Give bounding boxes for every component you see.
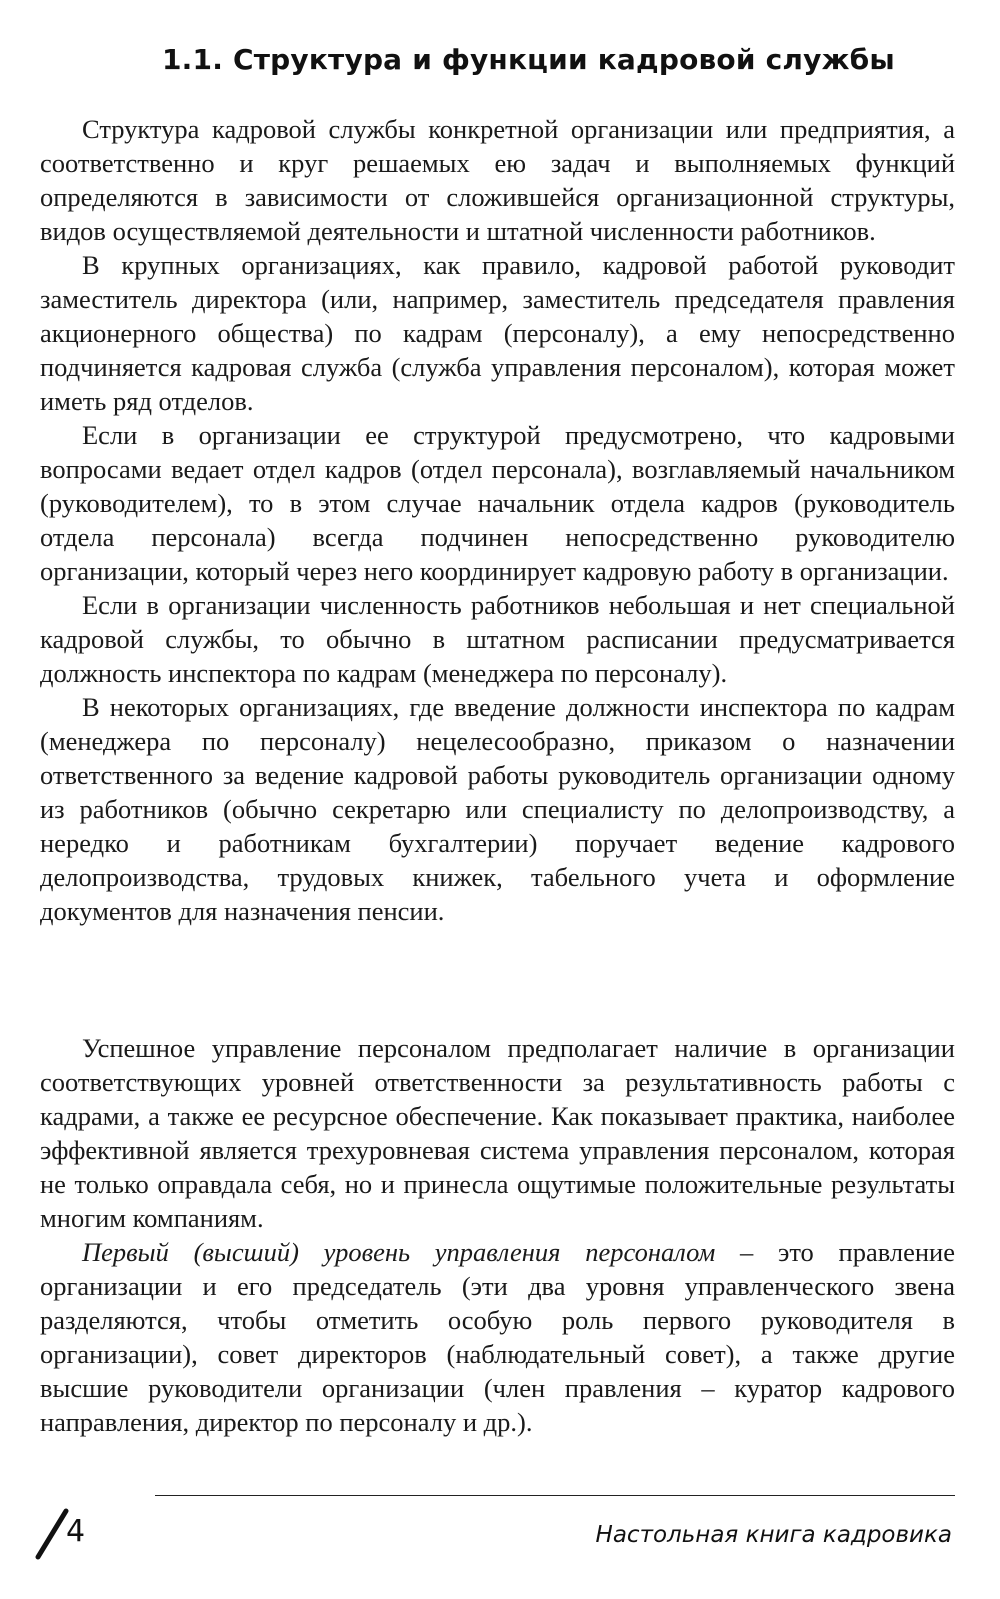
section-heading: 1.1. Структура и функции кадровой службы [162,43,895,76]
page-number: 4 [66,1514,86,1549]
first-level-term: Первый (высший) уровень управления персоналом [82,1237,716,1267]
body-text-top [40,112,955,928]
paragraph-small-organizations: Если в организации численность работников небольшая и нет специальной кадровой службы, то обычно в штатном расписании предусматривается должность инспектора по кадрам (менеджера по персоналу). [40,590,955,688]
paragraph-structure: Структура кадровой службы конкретной организации или предприятия, а соответственно и круг решаемых ею задач и выполняемых функций определяются в зависимости от сложившейся организационной структуры, видов осуществляемой деятельности и штатной численности работников. [40,114,955,246]
running-footer-title: Настольная книга кадровика [595,1522,952,1548]
paragraph-large-organizations: В крупных организациях, как правило, кадровой работой руководит заместитель директора (или, например, заместитель председателя правления акционерного общества) по кадрам (персоналу), а ему непосредственно подчиняется кадровая служба (служба управления персоналом), которая может иметь ряд отделов. [40,250,955,416]
footer-rule [155,1495,955,1496]
paragraph-hr-department: Если в организации ее структурой предусмотрено, что кадровыми вопросами ведает отдел кадров (отдел персонала), возглавляемый начальником (руководителем), то в этом случае начальник отдела кадров (руководитель отдела персонала) всегда подчинен непосредственно руководителю организации, который через него координирует кадровую работу в организации. [40,420,955,586]
paragraph-successful-management: Успешное управление персоналом предполагает наличие в организации соответствующих уровней ответственности за результативность работы с кадрами, а также ее ресурсное обеспечение. Как показывает практика, наиболее эффективной является трехуровневая система управления персоналом, которая не только оправдала себя, но и принесла ощутимые положительные результаты многим компаниям. [40,1033,955,1233]
paragraph-responsible-employee: В некоторых организациях, где введение должности инспектора по кадрам (менеджера по персоналу) нецелесообразно, приказом о назначении ответственного за ведение кадровой работы руководитель организации одному из работников (обычно секретарю или специалисту по делопроизводству, а нередко и работникам бухгалтерии) поручает ведение кадрового делопроизводства, трудовых книжек, табельного учета и оформление документов для назначения пенсии. [40,692,955,926]
body-text-bottom [40,1031,955,1439]
paragraph-first-level [40,1235,955,1439]
first-level-description: – это правление организации и его председатель (эти два уровня управленческого звена разделяются, чтобы отметить особую роль первого руководителя в организации), совет директоров (наблюдательный совет), а также другие высшие руководители организации (член правления – куратор кадрового направления, директор по персоналу и др.). [40,1237,955,1437]
